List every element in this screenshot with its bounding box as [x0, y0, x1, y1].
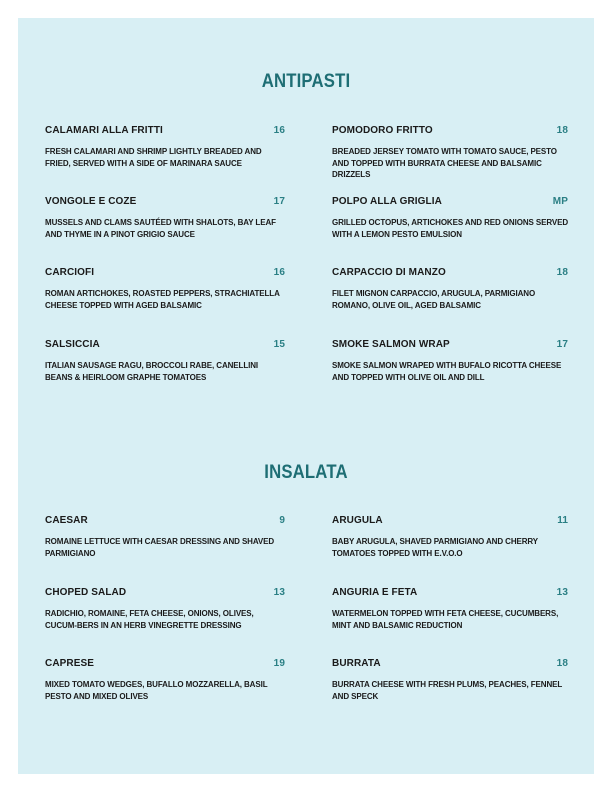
menu-item	[332, 658, 568, 702]
item-price: 16	[273, 125, 285, 136]
item-description: MUSSELS AND CLAMS SAUTÉED WITH SHALOTS, BAY LEAF AND THYME IN A PINOT GRIGIO SAUCE	[45, 218, 276, 239]
item-name: POMODORO FRITTO	[332, 125, 433, 136]
item-description: BREADED JERSEY TOMATO WITH TOMATO SAUCE, PESTO AND TOPPED WITH BURRATA CHEESE AND BALSAMIC DRIZZELS	[332, 147, 557, 179]
item-price: 13	[273, 587, 285, 598]
item-name: CARPACCIO DI MANZO	[332, 267, 446, 278]
menu-item	[332, 339, 568, 383]
item-price: 18	[556, 658, 568, 669]
item-name: CARCIOFI	[45, 267, 95, 278]
item-description: WATERMELON TOPPED WITH FETA CHEESE, CUCUMBERS, MINT AND BALSAMIC REDUCTION	[332, 609, 559, 630]
item-price: 18	[556, 267, 568, 278]
item-description: BURRATA CHEESE WITH FRESH PLUMS, PEACHES, FENNEL AND SPECK	[332, 680, 563, 701]
item-price: 17	[556, 339, 568, 350]
item-price: 13	[556, 587, 568, 598]
item-description: SMOKE SALMON WRAPED WITH BUFALO RICOTTA CHEESE AND TOPPED WITH OLIVE OIL AND DILL	[332, 361, 562, 382]
menu-item	[45, 339, 285, 383]
item-name: VONGOLE E COZE	[45, 196, 137, 207]
item-name: SMOKE SALMON WRAP	[332, 339, 450, 350]
item-name: SALSICCIA	[45, 339, 100, 350]
menu-item	[332, 267, 568, 311]
item-price: 9	[279, 515, 285, 526]
item-price: MP	[552, 196, 568, 207]
item-description: ROMAINE LETTUCE WITH CAESAR DRESSING AND SHAVED PARMIGIANO	[45, 537, 275, 558]
menu-item	[45, 125, 285, 169]
section-title-antipasti: ANTIPASTI	[261, 71, 351, 92]
item-name: CAPRESE	[45, 658, 95, 669]
menu-item	[332, 587, 568, 631]
item-name: BURRATA	[332, 658, 381, 669]
section-title-insalata: INSALATA	[264, 462, 348, 483]
item-description: FILET MIGNON CARPACCIO, ARUGULA, PARMIGIANO ROMANO, OLIVE OIL, AGED BALSAMIC	[332, 289, 536, 310]
item-name: POLPO ALLA GRIGLIA	[332, 196, 442, 207]
item-description: FRESH CALAMARI AND SHRIMP LIGHTLY BREADED AND FRIED, SERVED WITH A SIDE OF MARINARA SAUCE	[45, 147, 262, 168]
item-description: BABY ARUGULA, SHAVED PARMIGIANO AND CHERRY TOMATOES TOPPED WITH E.V.O.O	[332, 537, 538, 558]
menu-item	[332, 196, 568, 240]
item-price: 18	[556, 125, 568, 136]
item-name: CAESAR	[45, 515, 88, 526]
item-description: MIXED TOMATO WEDGES, BUFALLO MOZZARELLA, BASIL PESTO AND MIXED OLIVES	[45, 680, 268, 701]
item-description: ITALIAN SAUSAGE RAGU, BROCCOLI RABE, CANELLINI BEANS & HEIRLOOM GRAPHE TOMATOES	[45, 361, 259, 382]
menu-item	[45, 658, 285, 702]
menu-item	[332, 125, 568, 181]
item-price: 19	[273, 658, 285, 669]
menu-item	[45, 267, 285, 311]
item-price: 11	[557, 515, 568, 526]
item-price: 15	[273, 339, 285, 350]
menu-item	[45, 196, 285, 240]
item-price: 17	[273, 196, 285, 207]
item-description: ROMAN ARTICHOKES, ROASTED PEPPERS, STRACHIATELLA CHEESE TOPPED WITH AGED BALSAMIC	[45, 289, 280, 310]
item-name: ARUGULA	[332, 515, 383, 526]
menu-panel	[18, 18, 594, 774]
item-price: 16	[273, 267, 285, 278]
item-name: ANGURIA E FETA	[332, 587, 418, 598]
menu-item	[45, 587, 285, 631]
menu-item	[45, 515, 285, 559]
menu-item	[332, 515, 568, 559]
item-name: CHOPED SALAD	[45, 587, 127, 598]
item-description: GRILLED OCTOPUS, ARTICHOKES AND RED ONIONS SERVED WITH A LEMON PESTO EMULSION	[332, 218, 569, 239]
item-description: RADICHIO, ROMAINE, FETA CHEESE, ONIONS, OLIVES, CUCUM-BERS IN AN HERB VINEGRETTE DRESSING	[45, 609, 254, 630]
item-name: CALAMARI ALLA FRITTI	[45, 125, 163, 136]
